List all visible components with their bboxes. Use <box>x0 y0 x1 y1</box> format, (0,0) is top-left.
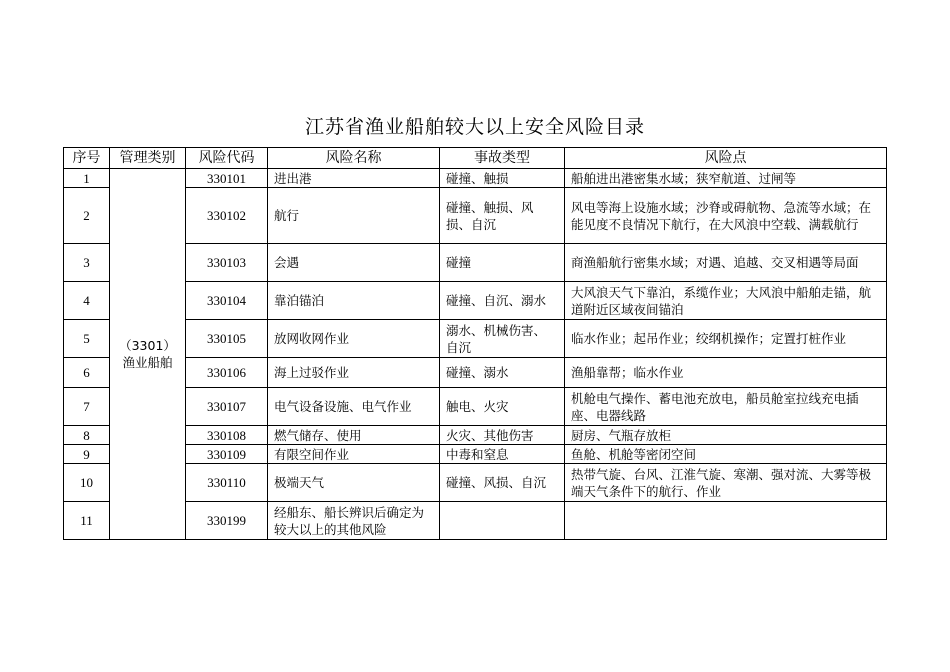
row-accident: 碰撞、溺水 <box>440 358 565 388</box>
row-name: 电气设备设施、电气作业 <box>268 388 440 426</box>
header-no: 序号 <box>64 148 110 169</box>
row-no: 8 <box>64 426 110 445</box>
row-accident: 火灾、其他伤害 <box>440 426 565 445</box>
table-row <box>64 502 887 540</box>
row-name: 靠泊锚泊 <box>268 282 440 320</box>
row-code: 330107 <box>186 388 268 426</box>
page-title: 江苏省渔业船舶较大以上安全风险目录 <box>304 116 645 138</box>
row-point: 渔船靠帮；临水作业 <box>565 358 887 388</box>
table-row <box>64 445 887 464</box>
header-name: 风险名称 <box>268 148 440 169</box>
row-no: 4 <box>64 282 110 320</box>
row-no: 5 <box>64 320 110 358</box>
row-accident: 碰撞 <box>440 244 565 282</box>
table-row <box>64 388 887 426</box>
table-row <box>64 358 887 388</box>
row-point: 鱼舱、机舱等密闭空间 <box>565 445 887 464</box>
row-accident: 碰撞、自沉、溺水 <box>440 282 565 320</box>
table-row <box>64 464 887 502</box>
row-accident: 溺水、机械伤害、自沉 <box>440 320 565 358</box>
row-name: 航行 <box>268 188 440 244</box>
header-category: 管理类别 <box>110 148 186 169</box>
row-accident <box>440 502 565 540</box>
row-no: 3 <box>64 244 110 282</box>
table-row <box>64 244 887 282</box>
header-code: 风险代码 <box>186 148 268 169</box>
row-no: 10 <box>64 464 110 502</box>
row-no: 1 <box>64 169 110 188</box>
row-point: 机舱电气操作、蓄电池充放电，船员舱室拉线充电插座、电器线路 <box>565 388 887 426</box>
row-point: 船舶进出港密集水域；狭窄航道、过闸等 <box>565 169 887 188</box>
table-row <box>64 426 887 445</box>
risk-table <box>63 147 887 540</box>
row-accident: 碰撞、风损、自沉 <box>440 464 565 502</box>
row-no: 11 <box>64 502 110 540</box>
header-point: 风险点 <box>565 148 887 169</box>
row-name: 燃气储存、使用 <box>268 426 440 445</box>
row-accident: 中毒和窒息 <box>440 445 565 464</box>
row-name: 放网收网作业 <box>268 320 440 358</box>
table-row <box>64 188 887 244</box>
row-code: 330109 <box>186 445 268 464</box>
row-code: 330110 <box>186 464 268 502</box>
row-name: 极端天气 <box>268 464 440 502</box>
header-accident: 事故类型 <box>440 148 565 169</box>
row-no: 2 <box>64 188 110 244</box>
row-code: 330104 <box>186 282 268 320</box>
category-code: （3301） <box>119 338 176 353</box>
row-code: 330199 <box>186 502 268 540</box>
row-name: 有限空间作业 <box>268 445 440 464</box>
row-point <box>565 502 887 540</box>
category-name: 渔业船舶 <box>122 355 173 370</box>
row-accident: 碰撞、触损 <box>440 169 565 188</box>
row-code: 330108 <box>186 426 268 445</box>
row-point: 热带气旋、台风、江淮气旋、寒潮、强对流、大雾等极端天气条件下的航行、作业 <box>565 464 887 502</box>
row-point: 商渔船航行密集水域；对遇、追越、交叉相遇等局面 <box>565 244 887 282</box>
category-cell <box>110 169 186 540</box>
row-no: 9 <box>64 445 110 464</box>
row-code: 330102 <box>186 188 268 244</box>
row-point: 风电等海上设施水域；沙脊或碍航物、急流等水域；在能见度不良情况下航行，在大风浪中空载、满载航行 <box>565 188 887 244</box>
row-code: 330106 <box>186 358 268 388</box>
row-code: 330103 <box>186 244 268 282</box>
row-name: 海上过驳作业 <box>268 358 440 388</box>
row-code: 330101 <box>186 169 268 188</box>
row-no: 7 <box>64 388 110 426</box>
row-point: 大风浪天气下靠泊，系缆作业；大风浪中船舶走锚，航道附近区域夜间锚泊 <box>565 282 887 320</box>
table-header-row <box>64 148 887 169</box>
row-accident: 碰撞、触损、风损、自沉 <box>440 188 565 244</box>
table-row <box>64 169 887 188</box>
row-name: 会遇 <box>268 244 440 282</box>
row-accident: 触电、火灾 <box>440 388 565 426</box>
table-row <box>64 320 887 358</box>
row-code: 330105 <box>186 320 268 358</box>
row-point: 厨房、气瓶存放柜 <box>565 426 887 445</box>
table-row <box>64 282 887 320</box>
row-name: 进出港 <box>268 169 440 188</box>
row-name: 经船东、船长辨识后确定为较大以上的其他风险 <box>268 502 440 540</box>
row-point: 临水作业；起吊作业；绞纲机操作；定置打桩作业 <box>565 320 887 358</box>
row-no: 6 <box>64 358 110 388</box>
